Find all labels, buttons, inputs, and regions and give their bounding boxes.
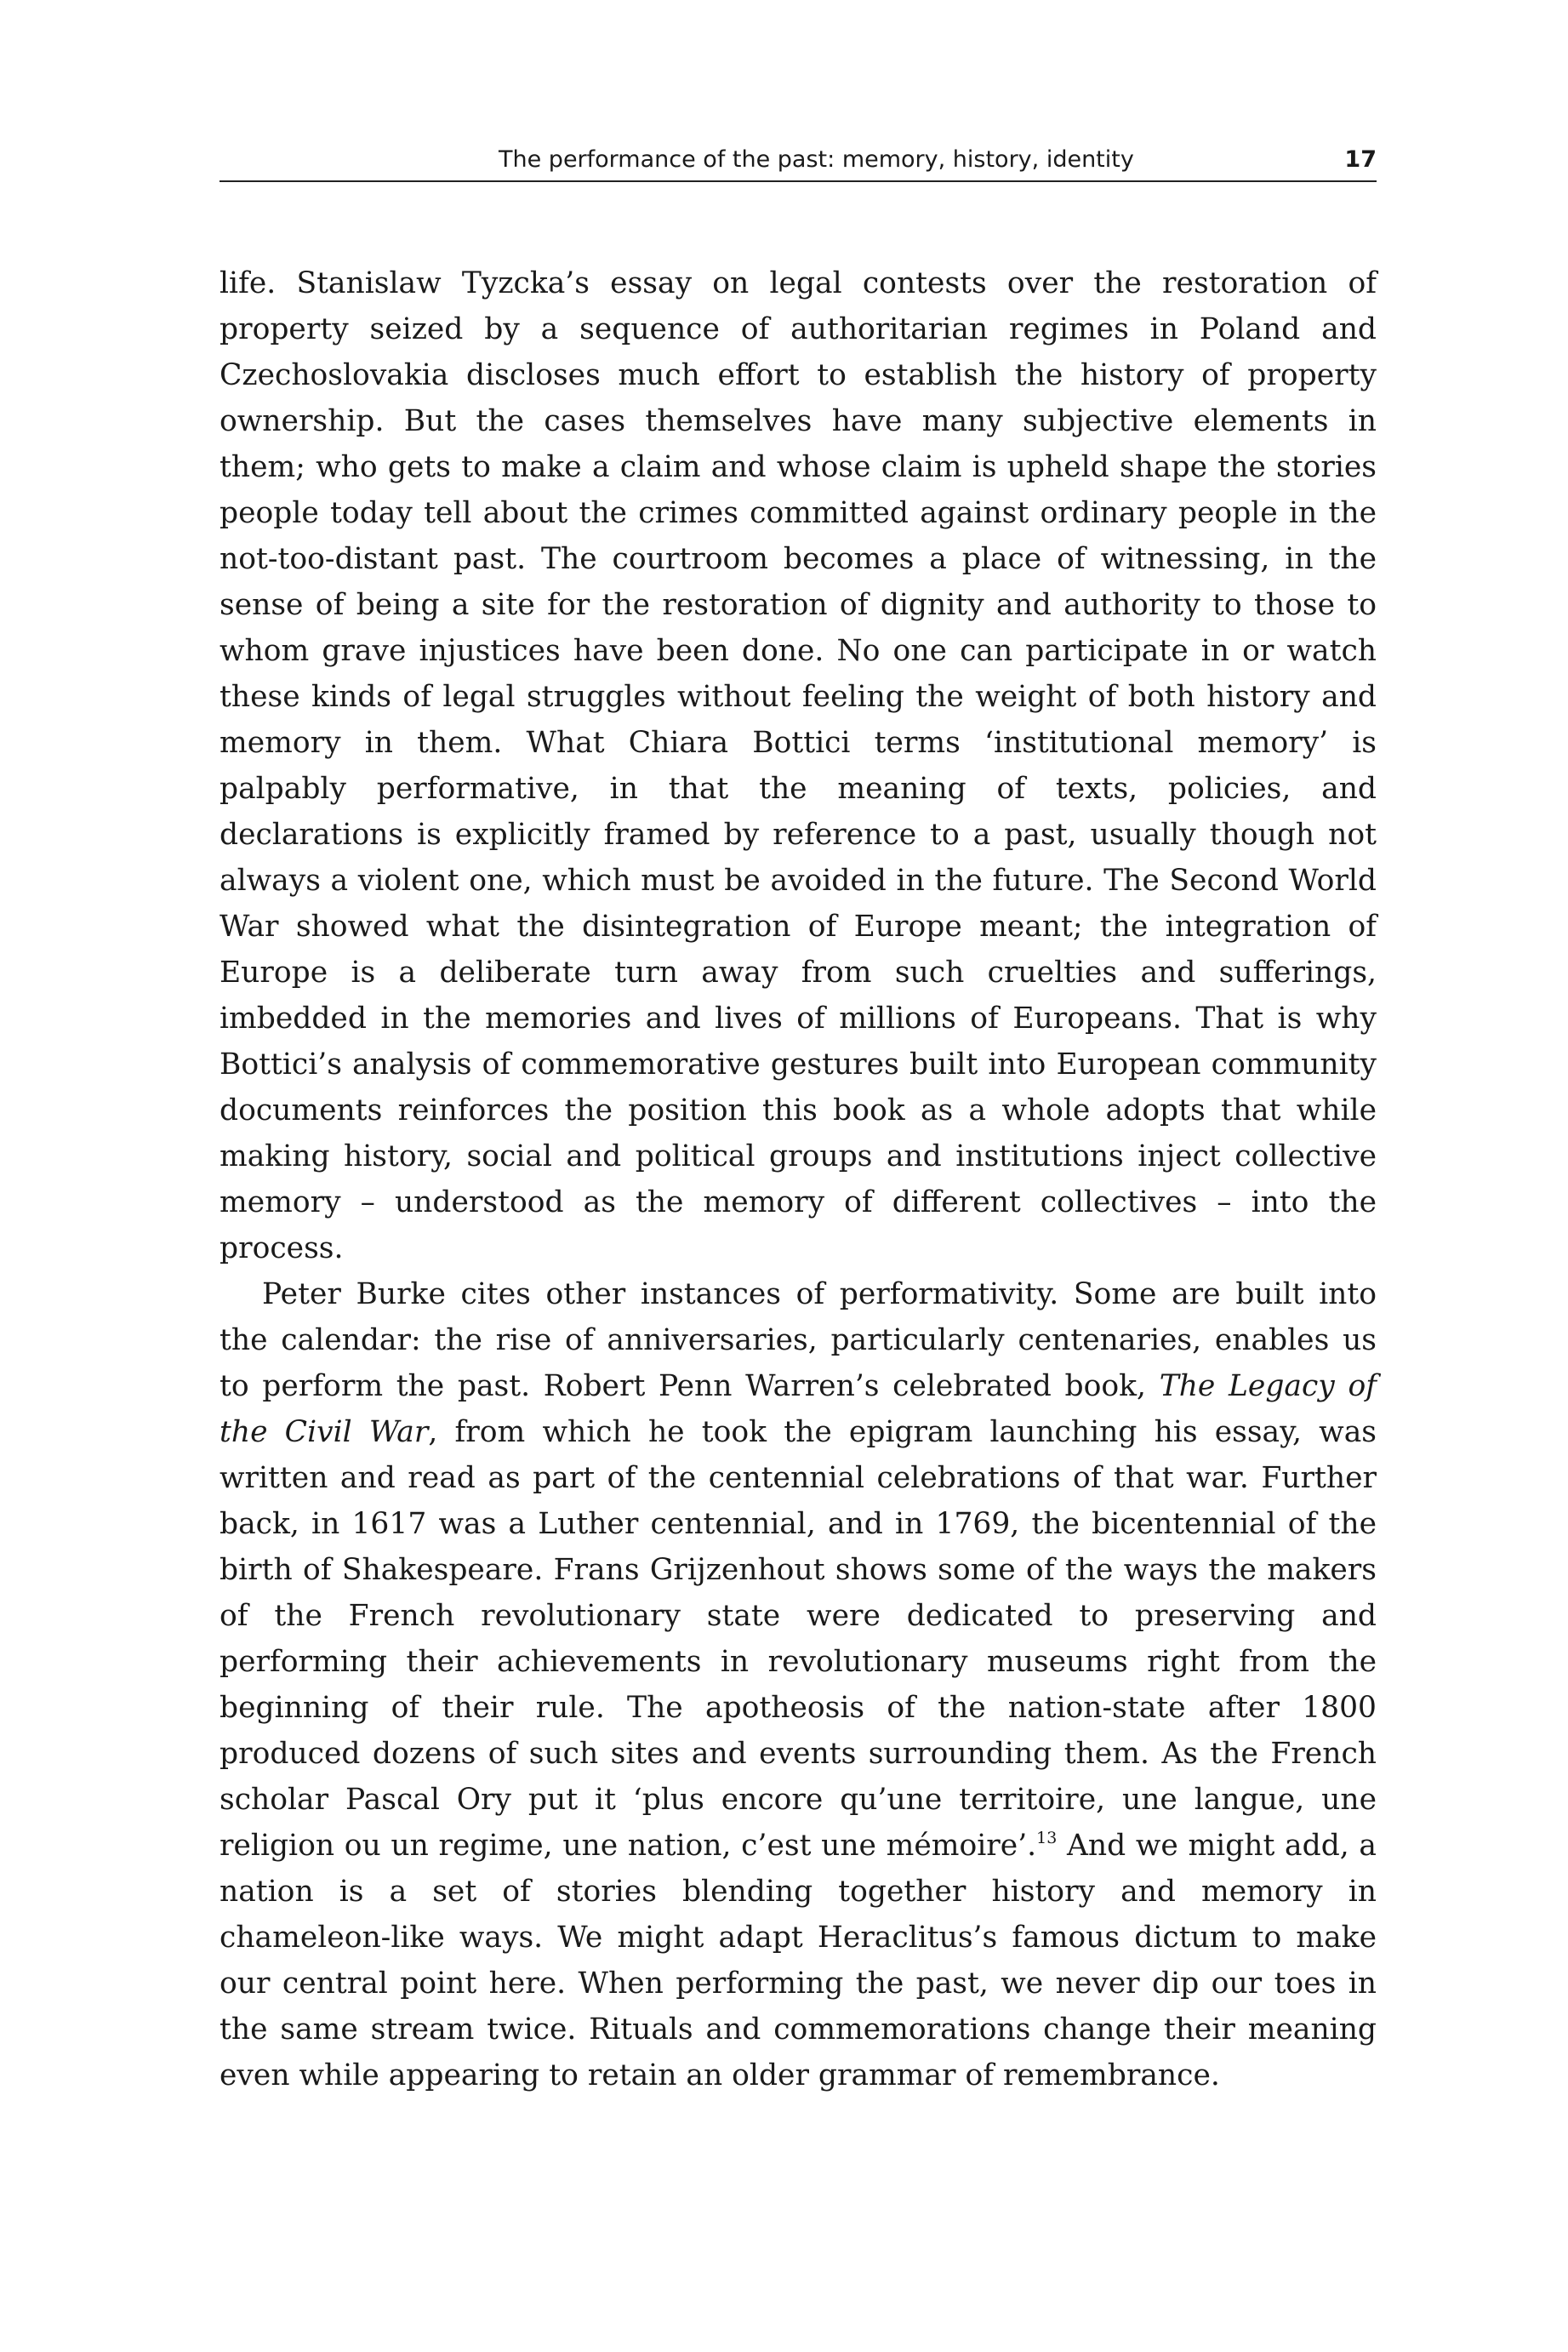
paragraph-2-part-2: , from which he took the epigram launching his essay, was written and read as part of the centennial celebrations of that war. Further back, in 1617 was a Luther centennial, and in 1769, the bicentennial of the birth of Shakespeare. Frans Grijzenhout shows some of the ways the makers of the French revolutionary state were dedicated to preserving and performing their achievements in revolutionary museums right from the beginning of their rule. The apotheosis of the nation-state after 1800 produced dozens of such sites and events surrounding them. As the French scholar Pascal Ory put it ‘plus encore qu’une territoire, une langue, une religion ou un regime, une nation, c’est une mémoire’. <box>220 1415 1377 1863</box>
paragraph-2-part-3: And we might add, a nation is a set of stories blending together history and memory in chameleon-like ways. We might adapt Heraclitus’s famous dictum to make our central point here. When performing the past, we never dip our toes in the same stream twice. Rituals and commemorations change their meaning even while appearing to retain an older grammar of remembrance. <box>220 1829 1377 2092</box>
page-number: 17 <box>1344 146 1377 173</box>
book-title: The Legacy of the Civil War <box>220 1369 1377 1449</box>
paragraph-1: life. Stanislaw Tyzcka’s essay on legal contests over the restoration of property seized by a sequence of authoritarian regimes in Poland and Czechoslovakia discloses much effort to establish the history of property ownership. But the cases themselves have many subjective elements in them; who gets to make a claim and whose claim is upheld shape the stories people today tell about the crimes committed against ordinary people in the not-too-distant past. The courtroom becomes a place of witnessing, in the sense of being a site for the restoration of dignity and authority to those to whom grave injustices have been done. No one can participate in or watch these kinds of legal struggles without feeling the weight of both history and memory in them. What Chiara Bottici terms ‘institutional memory’ is palpably performative, in that the meaning of texts, policies, and declarations is explicitly framed by reference to a past, usually though not always a violent one, which must be avoided in the future. The Second World War showed what the disintegration of Europe meant; the integration of Europe is a deliberate turn away from such cruelties and sufferings, imbedded in the memories and lives of millions of Europeans. That is why Bottici’s analysis of commemorative gestures built into European community documents reinforces the position this book as a whole adopts that while making history, social and political groups and institutions inject collective memory – understood as the memory of different collectives – into the process. <box>220 266 1377 1265</box>
running-head <box>220 146 1377 182</box>
running-title: The performance of the past: memory, history, identity <box>499 146 1134 173</box>
paragraph-2 <box>220 1271 1377 2098</box>
footnote-marker: 13 <box>1036 1828 1058 1847</box>
body-text <box>220 260 1377 2098</box>
paragraph-2-part-1: Peter Burke cites other instances of performativity. Some are built into the calendar: the rise of anniversaries, particularly centenaries, enables us to perform the past. Robert Penn Warren’s celebrated book, <box>220 1277 1377 1403</box>
